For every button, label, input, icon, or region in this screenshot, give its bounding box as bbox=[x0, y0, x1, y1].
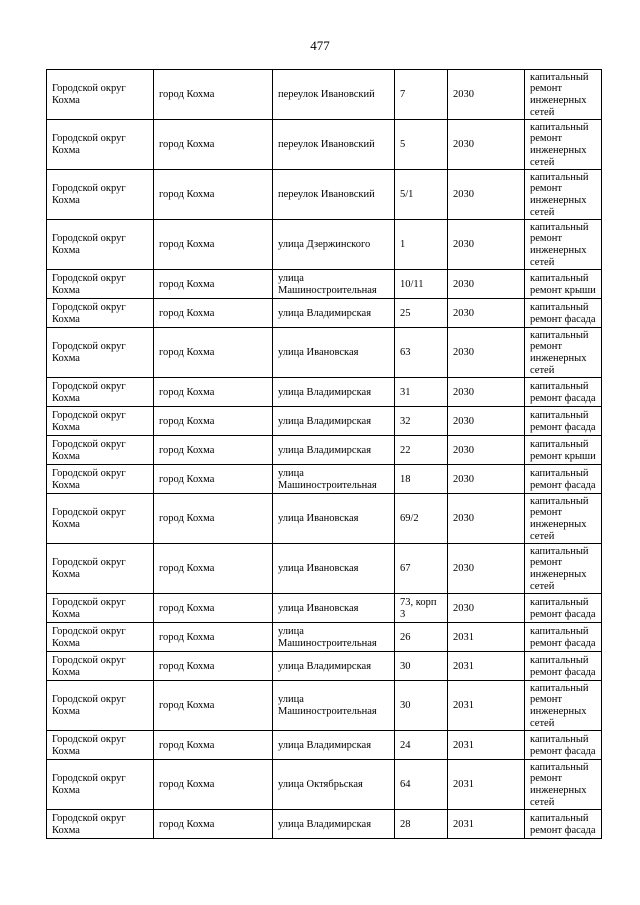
work-type-cell: капитальный ремонт фасада bbox=[525, 299, 602, 328]
municipality-cell: Городской округ Кохма bbox=[47, 299, 154, 328]
year-cell: 2030 bbox=[448, 407, 525, 436]
house-number-cell: 24 bbox=[395, 731, 448, 760]
house-number-cell: 7 bbox=[395, 70, 448, 120]
settlement-cell: город Кохма bbox=[154, 623, 273, 652]
settlement-cell: город Кохма bbox=[154, 494, 273, 544]
work-type-cell: капитальный ремонт фасада bbox=[525, 810, 602, 839]
municipality-cell: Городской округ Кохма bbox=[47, 407, 154, 436]
table-row bbox=[47, 544, 602, 594]
settlement-cell: город Кохма bbox=[154, 760, 273, 810]
work-type-cell: капитальный ремонт инженерных сетей bbox=[525, 494, 602, 544]
work-type-cell: капитальный ремонт инженерных сетей bbox=[525, 120, 602, 170]
house-number-cell: 18 bbox=[395, 465, 448, 494]
work-type-cell: капитальный ремонт фасада bbox=[525, 465, 602, 494]
house-number-cell: 73, корп 3 bbox=[395, 594, 448, 623]
table-row bbox=[47, 681, 602, 731]
work-type-cell: капитальный ремонт инженерных сетей bbox=[525, 544, 602, 594]
table-row bbox=[47, 436, 602, 465]
house-number-cell: 67 bbox=[395, 544, 448, 594]
municipality-cell: Городской округ Кохма bbox=[47, 652, 154, 681]
table-row bbox=[47, 494, 602, 544]
street-cell: переулок Ивановский bbox=[273, 120, 395, 170]
municipality-cell: Городской округ Кохма bbox=[47, 681, 154, 731]
table-row bbox=[47, 70, 602, 120]
year-cell: 2030 bbox=[448, 594, 525, 623]
year-cell: 2031 bbox=[448, 810, 525, 839]
work-type-cell: капитальный ремонт крыши bbox=[525, 436, 602, 465]
municipality-cell: Городской округ Кохма bbox=[47, 494, 154, 544]
year-cell: 2031 bbox=[448, 681, 525, 731]
settlement-cell: город Кохма bbox=[154, 465, 273, 494]
work-type-cell: капитальный ремонт инженерных сетей bbox=[525, 170, 602, 220]
house-number-cell: 1 bbox=[395, 220, 448, 270]
municipality-cell: Городской округ Кохма bbox=[47, 328, 154, 378]
settlement-cell: город Кохма bbox=[154, 220, 273, 270]
table-row bbox=[47, 810, 602, 839]
table-row bbox=[47, 120, 602, 170]
settlement-cell: город Кохма bbox=[154, 544, 273, 594]
page-number: 477 bbox=[310, 38, 330, 53]
municipality-cell: Городской округ Кохма bbox=[47, 810, 154, 839]
house-number-cell: 31 bbox=[395, 378, 448, 407]
street-cell: улица Владимирская bbox=[273, 299, 395, 328]
table-row bbox=[47, 220, 602, 270]
work-type-cell: капитальный ремонт фасада bbox=[525, 407, 602, 436]
municipality-cell: Городской округ Кохма bbox=[47, 220, 154, 270]
street-cell: улица Владимирская bbox=[273, 436, 395, 465]
settlement-cell: город Кохма bbox=[154, 436, 273, 465]
street-cell: улица Владимирская bbox=[273, 378, 395, 407]
street-cell: улица Ивановская bbox=[273, 594, 395, 623]
work-type-cell: капитальный ремонт фасада bbox=[525, 623, 602, 652]
municipality-cell: Городской округ Кохма bbox=[47, 170, 154, 220]
street-cell: улица Владимирская bbox=[273, 652, 395, 681]
house-number-cell: 63 bbox=[395, 328, 448, 378]
municipality-cell: Городской округ Кохма bbox=[47, 120, 154, 170]
work-type-cell: капитальный ремонт крыши bbox=[525, 270, 602, 299]
street-cell: переулок Ивановский bbox=[273, 170, 395, 220]
table-row bbox=[47, 407, 602, 436]
settlement-cell: город Кохма bbox=[154, 407, 273, 436]
municipality-cell: Городской округ Кохма bbox=[47, 465, 154, 494]
table-row bbox=[47, 760, 602, 810]
street-cell: улица Машиностроительная bbox=[273, 623, 395, 652]
table-row bbox=[47, 378, 602, 407]
table-row bbox=[47, 465, 602, 494]
work-type-cell: капитальный ремонт фасада bbox=[525, 652, 602, 681]
municipality-cell: Городской округ Кохма bbox=[47, 731, 154, 760]
year-cell: 2031 bbox=[448, 731, 525, 760]
work-type-cell: капитальный ремонт инженерных сетей bbox=[525, 760, 602, 810]
year-cell: 2030 bbox=[448, 270, 525, 299]
street-cell: улица Владимирская bbox=[273, 407, 395, 436]
settlement-cell: город Кохма bbox=[154, 328, 273, 378]
house-number-cell: 5/1 bbox=[395, 170, 448, 220]
street-cell: улица Дзержинского bbox=[273, 220, 395, 270]
municipality-cell: Городской округ Кохма bbox=[47, 623, 154, 652]
year-cell: 2030 bbox=[448, 436, 525, 465]
work-type-cell: капитальный ремонт инженерных сетей bbox=[525, 220, 602, 270]
house-number-cell: 26 bbox=[395, 623, 448, 652]
street-cell: улица Владимирская bbox=[273, 810, 395, 839]
street-cell: улица Машиностроительная bbox=[273, 681, 395, 731]
street-cell: улица Владимирская bbox=[273, 731, 395, 760]
year-cell: 2030 bbox=[448, 170, 525, 220]
house-number-cell: 30 bbox=[395, 652, 448, 681]
house-number-cell: 10/11 bbox=[395, 270, 448, 299]
year-cell: 2031 bbox=[448, 652, 525, 681]
housing-repair-table bbox=[46, 69, 602, 839]
table-row bbox=[47, 299, 602, 328]
settlement-cell: город Кохма bbox=[154, 299, 273, 328]
year-cell: 2031 bbox=[448, 623, 525, 652]
work-type-cell: капитальный ремонт инженерных сетей bbox=[525, 70, 602, 120]
work-type-cell: капитальный ремонт фасада bbox=[525, 731, 602, 760]
municipality-cell: Городской округ Кохма bbox=[47, 436, 154, 465]
year-cell: 2030 bbox=[448, 70, 525, 120]
municipality-cell: Городской округ Кохма bbox=[47, 760, 154, 810]
settlement-cell: город Кохма bbox=[154, 810, 273, 839]
street-cell: улица Ивановская bbox=[273, 544, 395, 594]
street-cell: улица Ивановская bbox=[273, 494, 395, 544]
street-cell: улица Машиностроительная bbox=[273, 270, 395, 299]
table-row bbox=[47, 652, 602, 681]
settlement-cell: город Кохма bbox=[154, 170, 273, 220]
work-type-cell: капитальный ремонт инженерных сетей bbox=[525, 681, 602, 731]
house-number-cell: 64 bbox=[395, 760, 448, 810]
municipality-cell: Городской округ Кохма bbox=[47, 378, 154, 407]
street-cell: переулок Ивановский bbox=[273, 70, 395, 120]
year-cell: 2030 bbox=[448, 328, 525, 378]
year-cell: 2030 bbox=[448, 465, 525, 494]
year-cell: 2030 bbox=[448, 220, 525, 270]
work-type-cell: капитальный ремонт фасада bbox=[525, 594, 602, 623]
year-cell: 2031 bbox=[448, 760, 525, 810]
municipality-cell: Городской округ Кохма bbox=[47, 70, 154, 120]
house-number-cell: 30 bbox=[395, 681, 448, 731]
table-row bbox=[47, 328, 602, 378]
year-cell: 2030 bbox=[448, 299, 525, 328]
settlement-cell: город Кохма bbox=[154, 594, 273, 623]
street-cell: улица Ивановская bbox=[273, 328, 395, 378]
table-row bbox=[47, 731, 602, 760]
settlement-cell: город Кохма bbox=[154, 378, 273, 407]
settlement-cell: город Кохма bbox=[154, 731, 273, 760]
table-row bbox=[47, 270, 602, 299]
table-row bbox=[47, 623, 602, 652]
house-number-cell: 22 bbox=[395, 436, 448, 465]
house-number-cell: 28 bbox=[395, 810, 448, 839]
table-body bbox=[47, 70, 602, 839]
house-number-cell: 32 bbox=[395, 407, 448, 436]
house-number-cell: 25 bbox=[395, 299, 448, 328]
house-number-cell: 5 bbox=[395, 120, 448, 170]
house-number-cell: 69/2 bbox=[395, 494, 448, 544]
year-cell: 2030 bbox=[448, 120, 525, 170]
street-cell: улица Октябрьская bbox=[273, 760, 395, 810]
settlement-cell: город Кохма bbox=[154, 652, 273, 681]
table-row bbox=[47, 594, 602, 623]
year-cell: 2030 bbox=[448, 544, 525, 594]
table-row bbox=[47, 170, 602, 220]
work-type-cell: капитальный ремонт фасада bbox=[525, 378, 602, 407]
settlement-cell: город Кохма bbox=[154, 270, 273, 299]
settlement-cell: город Кохма bbox=[154, 681, 273, 731]
street-cell: улица Машиностроительная bbox=[273, 465, 395, 494]
municipality-cell: Городской округ Кохма bbox=[47, 544, 154, 594]
settlement-cell: город Кохма bbox=[154, 120, 273, 170]
municipality-cell: Городской округ Кохма bbox=[47, 594, 154, 623]
work-type-cell: капитальный ремонт инженерных сетей bbox=[525, 328, 602, 378]
municipality-cell: Городской округ Кохма bbox=[47, 270, 154, 299]
settlement-cell: город Кохма bbox=[154, 70, 273, 120]
year-cell: 2030 bbox=[448, 494, 525, 544]
year-cell: 2030 bbox=[448, 378, 525, 407]
